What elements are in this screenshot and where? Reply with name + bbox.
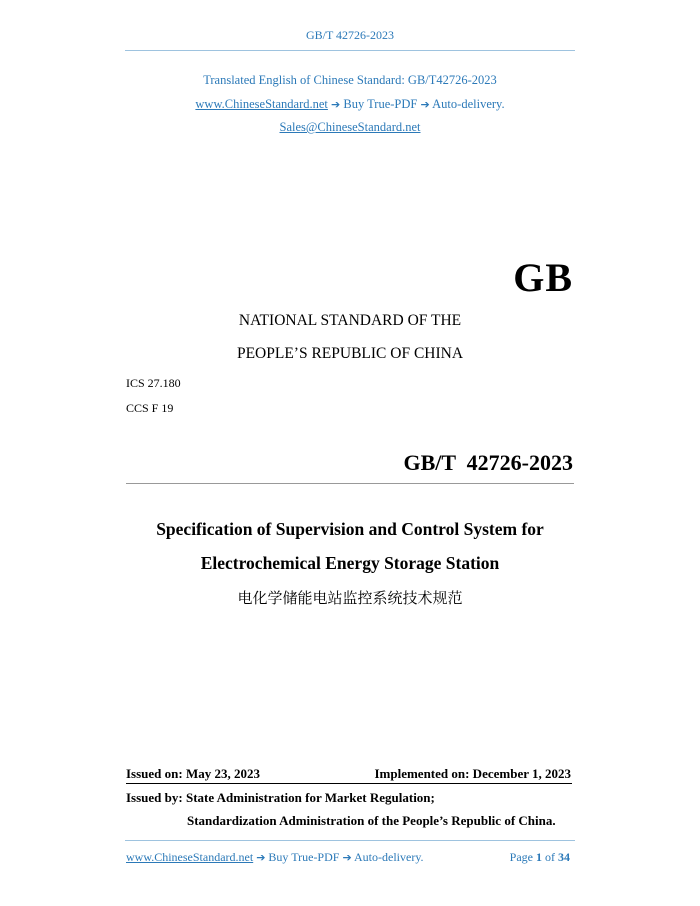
arrow-right-icon: ➔: [420, 98, 430, 111]
promo-line-1: [0, 73, 700, 88]
ccs-code: CCS F 19: [126, 401, 174, 415]
page-of: of: [545, 850, 555, 864]
arrow-right-icon: ➔: [342, 851, 352, 864]
implemented-on-date: Implemented on: December 1, 2023: [374, 766, 571, 781]
issued-by-line-2: Standardization Administration of the People’s Republic of China.: [187, 813, 556, 828]
running-header-title: GB/T 42726-2023: [305, 28, 395, 42]
running-header: [0, 28, 700, 43]
title-english-line-1: Specification of Supervision and Control System for: [156, 519, 544, 539]
ics-code: ICS 27.180: [126, 376, 181, 390]
page-total: 34: [558, 850, 570, 864]
promo-line-2: [0, 97, 700, 112]
gb-logo: GB: [513, 255, 573, 300]
issued-on-date: Issued on: May 23, 2023: [126, 766, 260, 781]
page-indicator: [510, 850, 570, 865]
promo-site-link[interactable]: www.ChineseStandard.net: [195, 97, 328, 111]
promo-delivery-text: Auto-delivery.: [432, 97, 505, 111]
promo-line-3: [0, 120, 700, 135]
arrow-right-icon: ➔: [331, 98, 341, 111]
standard-number: GB/T 42726-2023: [403, 450, 573, 475]
issued-by-line-1: Issued by: State Administration for Market Regulation;: [126, 790, 435, 805]
footer-delivery-text: Auto-delivery.: [354, 850, 424, 864]
standard-number-divider: [126, 483, 574, 484]
footer-site-link[interactable]: www.ChineseStandard.net: [126, 850, 254, 864]
title-english-line-2: Electrochemical Energy Storage Station: [200, 553, 500, 573]
promo-buy-text: Buy True-PDF: [343, 97, 418, 111]
footer-promo: [126, 850, 424, 865]
promo-translated-text: Translated English of Chinese Standard: GB/T42726-2023: [203, 73, 497, 87]
footer-buy-text: Buy True-PDF: [268, 850, 340, 864]
dates-divider: [126, 783, 572, 784]
national-standard-line-1: NATIONAL STANDARD OF THE: [238, 312, 462, 329]
header-divider: [125, 50, 575, 51]
national-standard-line-2: PEOPLE’S REPUBLIC OF CHINA: [236, 345, 464, 362]
promo-email-link[interactable]: Sales@ChineseStandard.net: [279, 120, 421, 134]
page-current: 1: [536, 850, 542, 864]
page-label: Page: [509, 850, 533, 864]
footer-divider: [125, 840, 575, 841]
title-chinese: 电化学储能电站监控系统技术规范: [237, 589, 463, 607]
arrow-right-icon: ➔: [256, 851, 266, 864]
